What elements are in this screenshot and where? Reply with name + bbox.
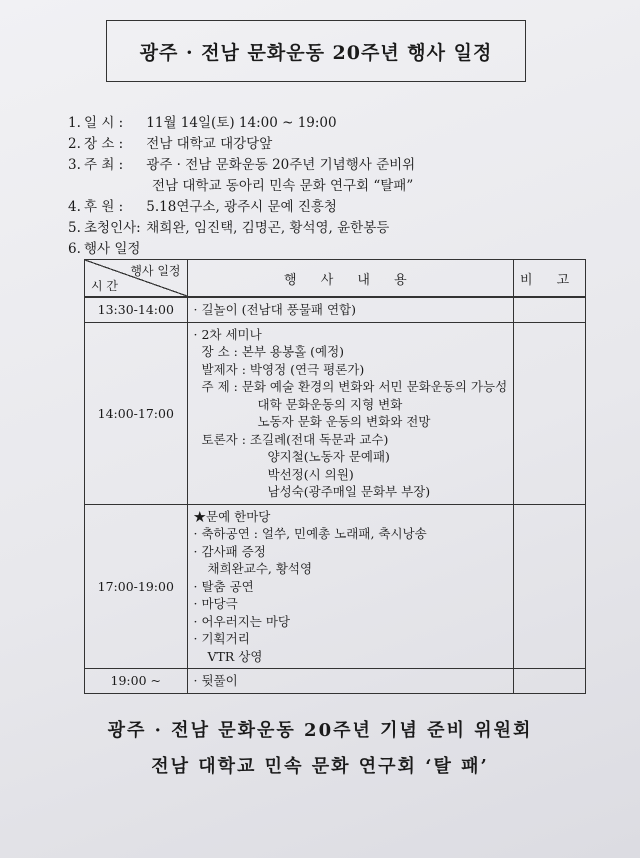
schedule-content xyxy=(187,669,514,694)
info-num: 4. xyxy=(68,199,81,215)
info-row xyxy=(68,218,588,239)
schedule-note xyxy=(514,322,586,504)
info-num: 2. xyxy=(68,136,81,152)
schedule-line: · 마당극 xyxy=(193,596,238,611)
schedule-line: 토론자 : 조길례(전대 독문과 교수) xyxy=(201,431,389,447)
footer-organizer: 광주 · 전남 문화운동 20주년 기념 준비 위원회 xyxy=(107,720,533,741)
info-value: 채희완, 임진택, 김명곤, 황석영, 윤한봉등 xyxy=(146,220,390,236)
schedule-line: · 탈춤 공연 xyxy=(193,578,254,594)
schedule-note xyxy=(514,669,586,694)
schedule-content xyxy=(187,322,514,504)
info-value: 전남 대학교 동아리 민속 문화 연구회 “탈패” xyxy=(152,178,414,194)
info-num: 3. xyxy=(68,157,81,173)
schedule-line: · 어우러지는 마당 xyxy=(193,613,290,629)
schedule-row xyxy=(85,297,586,322)
info-row xyxy=(68,239,588,260)
title-text: 광주 · 전남 문화운동 20주년 행사 일정 xyxy=(139,41,493,64)
schedule-row xyxy=(85,669,586,694)
schedule-time: 13:30-14:00 xyxy=(85,297,188,322)
info-row xyxy=(68,134,588,155)
info-label: 초청인사: xyxy=(84,220,141,236)
schedule-table xyxy=(84,259,586,694)
event-info-list xyxy=(68,113,588,260)
schedule-line: 남성숙(광주매일 문화부 부장) xyxy=(267,484,431,499)
info-label: 행사 일정 xyxy=(84,241,141,257)
schedule-header-row xyxy=(85,260,586,298)
document-title xyxy=(106,20,526,82)
schedule-time: 14:00-17:00 xyxy=(85,322,188,504)
info-label: 장 소 : xyxy=(84,136,124,152)
schedule-line: 주 제 : 문화 예술 환경의 변화와 서민 문화운동의 가능성 xyxy=(201,379,508,394)
schedule-content xyxy=(187,504,514,669)
schedule-line: 대학 문화운동의 지형 변화 xyxy=(257,396,403,412)
schedule-row xyxy=(85,504,586,669)
info-row xyxy=(68,113,588,134)
schedule-time: 19:00 ~ xyxy=(85,669,188,694)
schedule-line: · 기획거리 xyxy=(193,631,250,646)
info-num: 1. xyxy=(68,115,81,131)
schedule-note xyxy=(514,297,586,322)
header-corner-top: 행사 일정 xyxy=(130,264,181,278)
schedule-line: · 뒷풀이 xyxy=(193,673,238,688)
schedule-line: ★문예 한마당 xyxy=(193,508,271,524)
schedule-line: · 감사패 증정 xyxy=(193,543,266,559)
schedule-line: 채희완교수, 황석영 xyxy=(207,561,313,576)
schedule-line: · 2차 세미나 xyxy=(193,326,262,342)
schedule-row xyxy=(85,322,586,504)
info-value: 전남 대학교 대강당앞 xyxy=(146,136,273,152)
schedule-content xyxy=(187,297,514,322)
footer-club: 전남 대학교 민속 문화 연구회 ‘탈 패’ xyxy=(151,756,489,777)
schedule-line: 박선정(시 의원) xyxy=(267,466,354,482)
info-label: 일 시 : xyxy=(84,115,124,131)
info-label: 후 원 : xyxy=(84,199,124,215)
schedule-time: 17:00-19:00 xyxy=(85,504,188,669)
header-note-cell: 비 고 xyxy=(514,260,586,298)
schedule-note xyxy=(514,504,586,669)
schedule-line: 노동자 문화 운동의 변화와 전망 xyxy=(257,414,431,429)
schedule-line: · 축하공연 : 얼쑤, 민예총 노래패, 축시낭송 xyxy=(193,526,427,541)
info-row xyxy=(68,176,588,197)
schedule-line: · 길놀이 (전남대 풍물패 연합) xyxy=(193,302,356,317)
header-corner-cell xyxy=(85,260,188,298)
schedule-line: 장 소 : 본부 용봉홀 (예정) xyxy=(201,344,345,359)
schedule-line: 발제자 : 박영정 (연극 평론가) xyxy=(201,361,365,377)
info-num: 5. xyxy=(68,220,81,236)
schedule-line: 양지철(노동자 문예패) xyxy=(267,449,390,464)
info-value: 11월 14일(토) 14:00 ~ 19:00 xyxy=(146,115,337,131)
info-value: 광주 · 전남 문화운동 20주년 기념행사 준비위 xyxy=(146,157,416,173)
header-content-cell: 행 사 내 용 xyxy=(187,260,514,298)
info-row xyxy=(68,155,588,176)
info-num: 6. xyxy=(68,241,81,257)
info-label: 주 최 : xyxy=(84,157,124,173)
schedule-line: VTR 상영 xyxy=(207,648,263,664)
info-value: 5.18연구소, 광주시 문예 진흥청 xyxy=(146,199,337,215)
info-row xyxy=(68,197,588,218)
header-corner-bottom: 시 간 xyxy=(91,279,118,293)
